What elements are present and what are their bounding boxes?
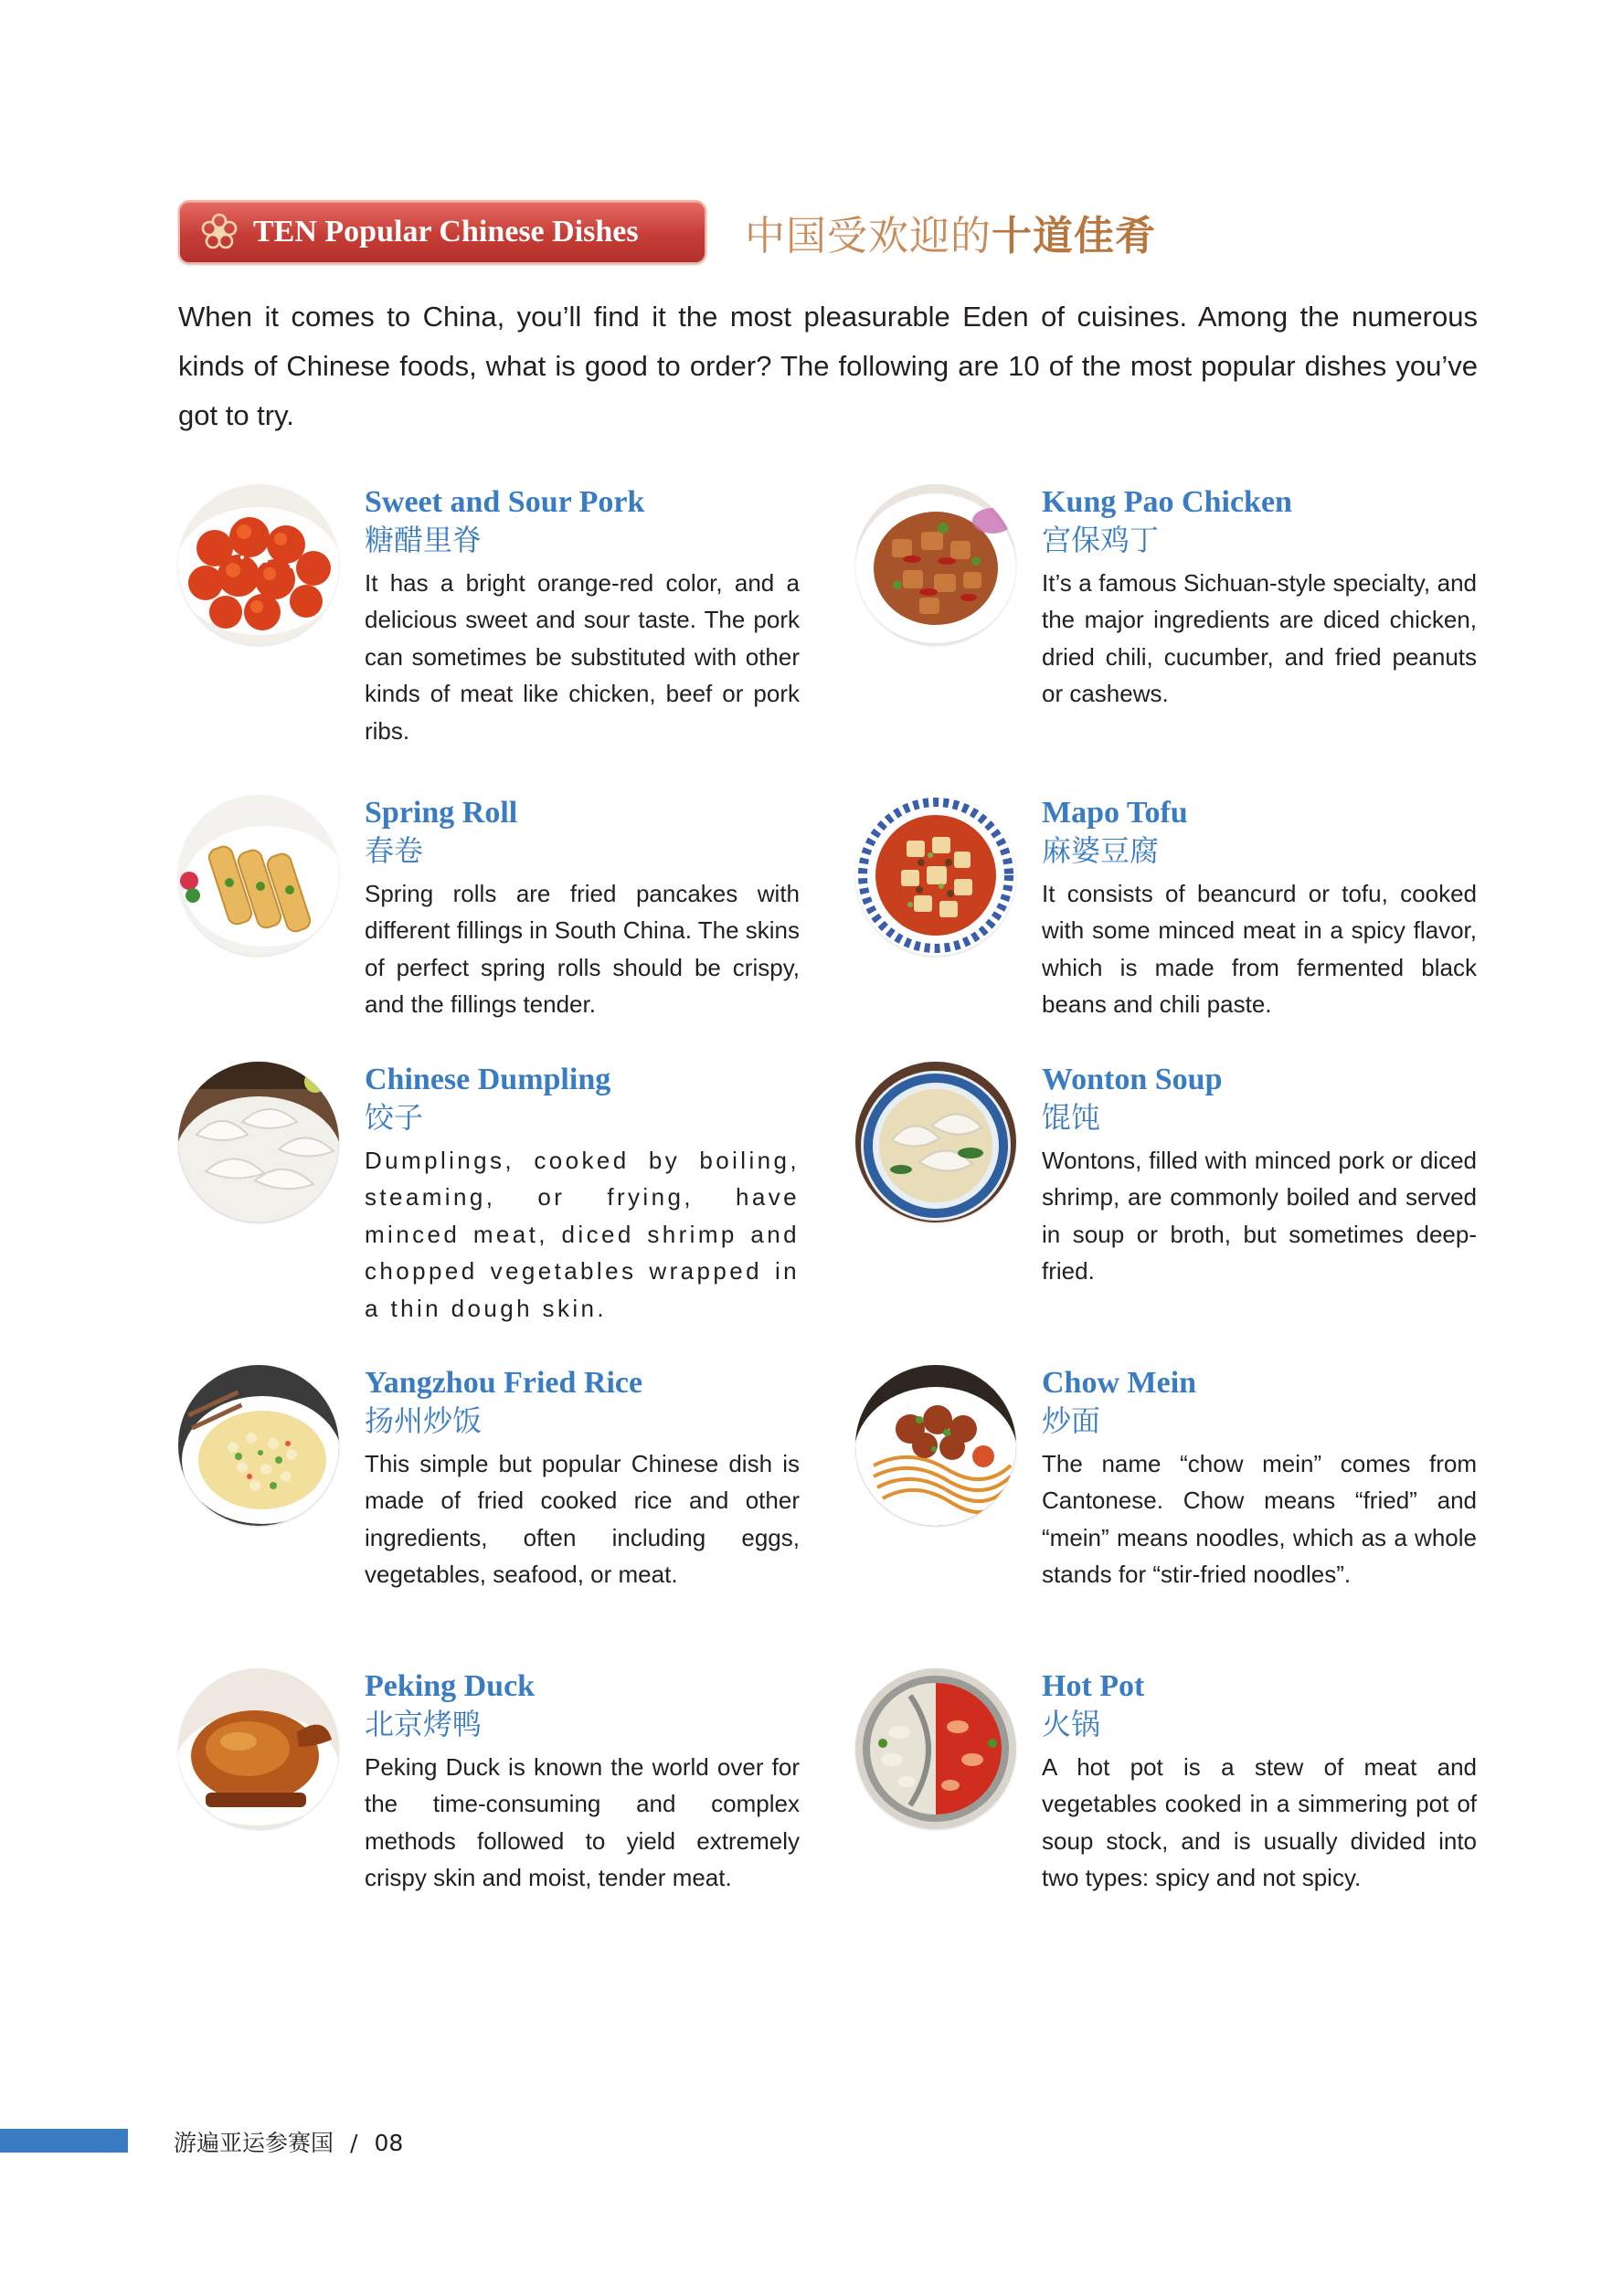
- dish-description: This simple but popular Chinese dish is made of fried cooked rice and other ingredients, often including eggs, vegetables, seafood, or meat.: [365, 1450, 800, 1589]
- dish-card: [178, 484, 809, 749]
- yangzhou-fried-rice-photo: [178, 1365, 339, 1526]
- dish-name-zh: 饺子: [365, 1100, 424, 1135]
- dish-description: Wontons, filled with minced pork or diced shrimp, are commonly boiled and served in soup or broth, but sometimes deep-fried.: [1042, 1147, 1477, 1286]
- dish-card: [855, 795, 1486, 1060]
- dish-name-zh: 炒面: [1042, 1403, 1101, 1438]
- chow-mein-photo: [855, 1365, 1016, 1526]
- dish-name-en: Chinese Dumpling: [365, 1063, 611, 1096]
- page-number: 08: [374, 2130, 404, 2156]
- spring-roll-photo: [178, 795, 339, 956]
- section-header: [178, 200, 1156, 264]
- dish-name-zh: 宫保鸡丁: [1042, 523, 1160, 557]
- publication-title: 游遍亚运参赛国: [174, 2130, 334, 2156]
- dish-card: [855, 1668, 1486, 1933]
- dish-card: [178, 795, 809, 1060]
- sweet-and-sour-pork-photo: [178, 484, 339, 645]
- dish-description: Spring rolls are fried pancakes with different fillings in South China. The skins of perfect spring rolls should be crispy, and the fillings tender.: [365, 880, 800, 1019]
- dish-description: It has a bright orange-red color, and a delicious sweet and sour taste. The pork can sometimes be substituted with other kinds of meat like chicken, beef or pork ribs.: [365, 569, 800, 745]
- footer-color-bar: [0, 2129, 128, 2153]
- dish-name-en: Mapo Tofu: [1042, 796, 1188, 830]
- dish-name-zh: 扬州炒饭: [365, 1403, 483, 1438]
- dish-name-en: Peking Duck: [365, 1669, 536, 1703]
- dish-name-zh: 春卷: [365, 833, 424, 868]
- dish-name-zh: 馄饨: [1042, 1100, 1101, 1135]
- mapo-tofu-photo: [855, 795, 1016, 956]
- dish-name-zh: 北京烤鸭: [365, 1707, 483, 1741]
- dish-description: The name “chow mein” comes from Cantonese. Chow means “fried” and “mein” means noodles, which as a whole stands for “stir-fried noodles”.: [1042, 1450, 1477, 1589]
- hot-pot-photo: [855, 1668, 1016, 1829]
- flower-icon: [198, 211, 240, 253]
- page-footer: [174, 2125, 403, 2158]
- dish-name-en: Chow Mein: [1042, 1366, 1197, 1400]
- dish-name-en: Wonton Soup: [1042, 1063, 1223, 1096]
- dish-name-en: Sweet and Sour Pork: [365, 485, 645, 519]
- section-title: TEN Popular Chinese Dishes: [253, 215, 639, 249]
- kung-pao-chicken-photo: [855, 484, 1016, 645]
- chinese-title-light: 中国受欢迎的: [745, 213, 992, 259]
- intro-paragraph: When it comes to China, you’ll find it the most pleasurable Eden of cuisines. Among the numerous kinds of Chinese foods, what is good to order? The following are 10 of the most popular dishes you’ve got to try.: [178, 301, 1478, 431]
- footer-separator: /: [350, 2130, 358, 2156]
- chinese-dumpling-photo: [178, 1062, 339, 1222]
- dish-name-en: Yangzhou Fried Rice: [365, 1366, 643, 1400]
- dish-description: It’s a famous Sichuan-style specialty, and the major ingredients are diced chicken, dried chili, cucumber, and fried peanuts or cashews.: [1042, 569, 1477, 708]
- dish-description: Peking Duck is known the world over for the time-consuming and complex methods followed to yield extremely crispy skin and moist, tender meat.: [365, 1753, 800, 1892]
- dish-card: [178, 1062, 809, 1327]
- dish-name-en: Kung Pao Chicken: [1042, 485, 1292, 519]
- chinese-title: [745, 203, 1156, 261]
- dish-description: A hot pot is a stew of meat and vegetables cooked in a simmering pot of soup stock, and is usually divided into two types: spicy and not spicy.: [1042, 1753, 1477, 1892]
- dish-card: [178, 1365, 809, 1630]
- dish-name-zh: 麻婆豆腐: [1042, 833, 1160, 868]
- dish-description: It consists of beancurd or tofu, cooked with some minced meat in a spicy flavor, which is made from fermented black beans and chili paste.: [1042, 880, 1477, 1019]
- dish-name-zh: 火锅: [1042, 1707, 1101, 1741]
- title-badge: [178, 200, 706, 264]
- dish-card: [855, 1062, 1486, 1327]
- chinese-title-bold: 十道佳肴: [992, 213, 1156, 259]
- dish-card: [855, 484, 1486, 749]
- dish-name-en: Spring Roll: [365, 796, 518, 830]
- dish-card: [855, 1365, 1486, 1630]
- dish-name-en: Hot Pot: [1042, 1669, 1145, 1703]
- dish-description: Dumplings, cooked by boiling, steaming, or frying, have minced meat, diced shrimp and chopped vegetables wrapped in a thin dough skin.: [365, 1147, 800, 1322]
- dish-card: [178, 1668, 809, 1933]
- wonton-soup-photo: [855, 1062, 1016, 1222]
- dish-name-zh: 糖醋里脊: [365, 523, 483, 557]
- peking-duck-photo: [178, 1668, 339, 1829]
